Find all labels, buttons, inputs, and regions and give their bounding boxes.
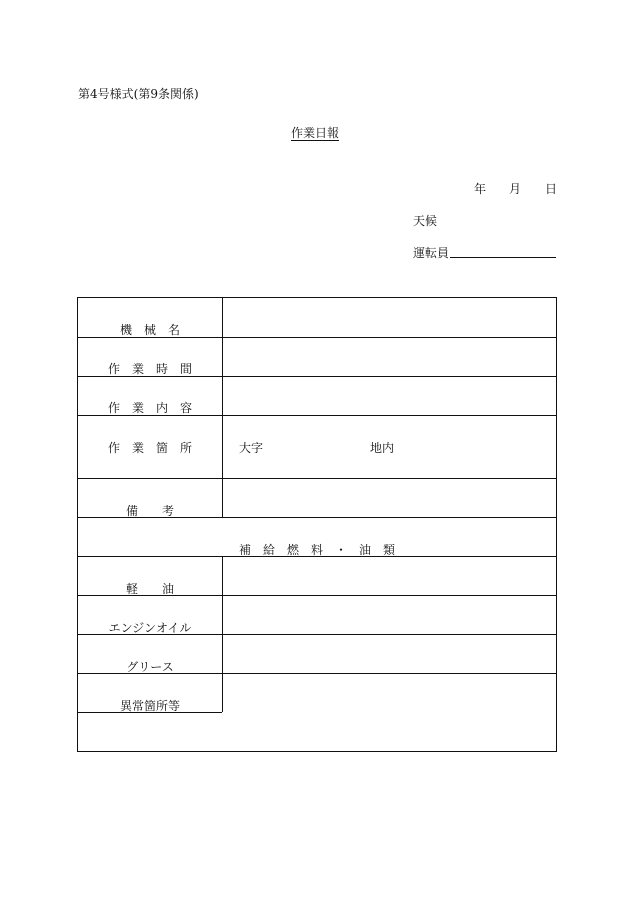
operator-label: 運転員 [413,246,450,260]
work-content-label: 作 業 内 容 [107,401,192,415]
column-divider-top [222,298,223,517]
operator-signature-line [450,257,556,258]
work-report-table [77,297,557,752]
date-year-label: 年 [474,182,487,196]
row-divider [78,478,556,479]
date-day-label: 日 [545,182,558,196]
machine-name-label: 機 械 名 [119,323,180,337]
location-oaza-label: 大字 [239,441,264,455]
page-title-text: 作業日報 [290,126,339,140]
fuel-section-heading: 補 給 燃 料 ・ 油 類 [238,543,395,557]
abnormal-parts-label: 異常箇所等 [119,699,180,713]
remarks-label: 備 考 [125,504,174,518]
light-oil-label: 軽 油 [125,582,174,596]
location-chinai-label: 地内 [370,441,395,455]
work-location-label: 作 業 箇 所 [107,441,192,455]
grease-label: グリース [126,660,174,674]
page-title [0,124,630,141]
form-number: 第4号様式(第9条関係) [78,87,199,101]
date-month-label: 月 [509,182,522,196]
work-hours-label: 作 業 時 間 [107,362,192,376]
engine-oil-label: エンジンオイル [108,621,192,635]
weather-label: 天候 [413,214,438,228]
